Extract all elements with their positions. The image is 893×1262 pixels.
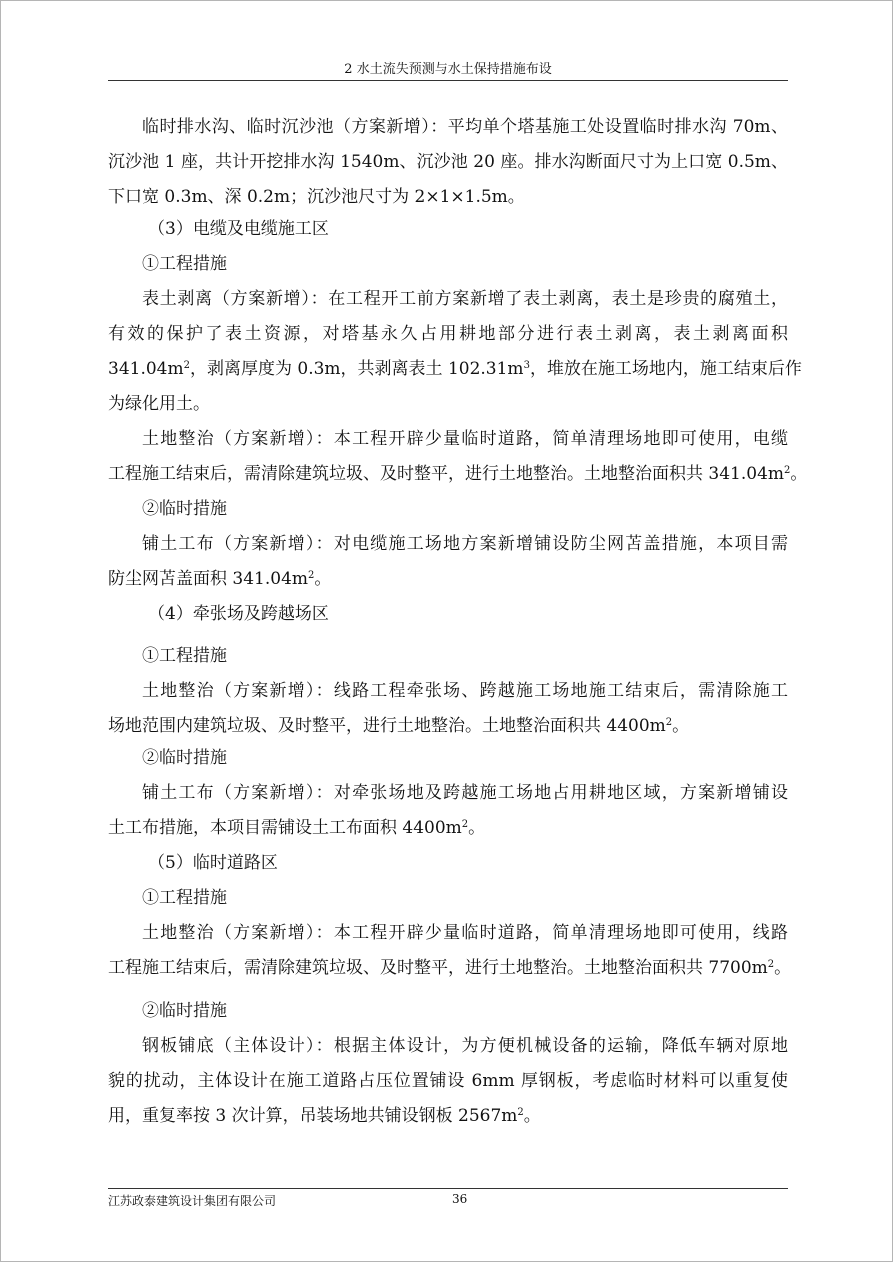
p7-sup: 2 bbox=[767, 959, 775, 970]
p8-text: 用，重复率按 3 次计算，吊装场地共铺设钢板 2567m bbox=[108, 1106, 518, 1126]
p1-line-2: 沉沙池 1 座，共计开挖排水沟 1540m、沉沙池 20 座。排水沟断面尺寸为上口宽 0.5m、 bbox=[108, 152, 788, 172]
subheading-4-engineering: ①工程措施 bbox=[142, 646, 227, 666]
p6-end: 。 bbox=[468, 818, 486, 838]
p5-end: 。 bbox=[672, 716, 690, 736]
p2-line-3 bbox=[108, 358, 802, 380]
subheading-3-temporary: ②临时措施 bbox=[142, 499, 227, 519]
p6-sup: 2 bbox=[461, 819, 469, 830]
p2-line-4: 为绿化用土。 bbox=[108, 394, 210, 414]
subheading-4-temporary: ②临时措施 bbox=[142, 748, 227, 768]
p2-value-area: 341.04m bbox=[108, 359, 184, 379]
p2-text-b: ，堆放在施工场地内，施工结束后作 bbox=[529, 359, 802, 379]
page-number: 36 bbox=[452, 1192, 468, 1206]
p8-sup: 2 bbox=[517, 1107, 524, 1118]
p2-line-1: 表土剥离（方案新增）：在工程开工前方案新增了表土剥离，表土是珍贵的腐殖土， bbox=[142, 289, 788, 309]
running-header: 2 水土流失预测与水土保持措施布设 bbox=[344, 62, 552, 77]
footer-company: 江苏政泰建筑设计集团有限公司 bbox=[108, 1194, 277, 1208]
p4-line-2 bbox=[108, 568, 788, 590]
p3-line-1: 土地整治（方案新增）：本工程开辟少量临时道路，简单清理场地即可使用，电缆 bbox=[142, 429, 788, 449]
p8-line-3 bbox=[108, 1105, 788, 1127]
p3-text: 工程施工结束后，需清除建筑垃圾、及时整平，进行土地整治。土地整治面积共 341.04m bbox=[108, 464, 785, 484]
p5-sup: 2 bbox=[665, 717, 673, 728]
p4-end: 。 bbox=[314, 569, 332, 589]
p4-sup: 2 bbox=[308, 570, 315, 581]
p2-sup-2: 2 bbox=[183, 360, 190, 371]
p1-line-1: 临时排水沟、临时沉沙池（方案新增）：平均单个塔基施工处设置临时排水沟 70m、 bbox=[142, 117, 788, 137]
section-heading-5: （5）临时道路区 bbox=[148, 853, 278, 873]
p7-end: 。 bbox=[774, 958, 792, 978]
p7-line-2 bbox=[108, 957, 792, 979]
p5-line-1: 土地整治（方案新增）：线路工程牵张场、跨越施工场地施工结束后，需清除施工 bbox=[142, 681, 788, 701]
section-heading-3: （3）电缆及电缆施工区 bbox=[148, 219, 329, 239]
p4-text: 防尘网苫盖面积 341.04m bbox=[108, 569, 309, 589]
header-rule bbox=[108, 80, 788, 81]
p7-line-1: 土地整治（方案新增）：本工程开辟少量临时道路，简单清理场地即可使用，线路 bbox=[142, 923, 788, 943]
p2-text-a: ，剥离厚度为 0.3m，共剥离表土 102.31m bbox=[189, 359, 524, 379]
subheading-3-engineering: ①工程措施 bbox=[142, 254, 227, 274]
subheading-5-engineering: ①工程措施 bbox=[142, 888, 227, 908]
p6-line-2 bbox=[108, 817, 788, 839]
p5-text: 场地范围内建筑垃圾、及时整平，进行土地整治。土地整治面积共 4400m bbox=[108, 716, 666, 736]
p2-line-2: 有效的保护了表土资源，对塔基永久占用耕地部分进行表土剥离，表土剥离面积 bbox=[108, 324, 788, 344]
section-heading-4: （4）牵张场及跨越场区 bbox=[148, 604, 329, 624]
p4-line-1: 铺土工布（方案新增）：对电缆施工场地方案新增铺设防尘网苫盖措施，本项目需 bbox=[142, 534, 788, 554]
p2-sup-3: 3 bbox=[523, 360, 530, 371]
p6-line-1: 铺土工布（方案新增）：对牵张场地及跨越施工场地占用耕地区域，方案新增铺设 bbox=[142, 783, 788, 803]
p7-text: 工程施工结束后，需清除建筑垃圾、及时整平，进行土地整治。土地整治面积共 7700m bbox=[108, 958, 768, 978]
subheading-5-temporary: ②临时措施 bbox=[142, 1001, 227, 1021]
p3-end: 。 bbox=[790, 464, 808, 484]
p8-end: 。 bbox=[523, 1106, 541, 1126]
footer-rule bbox=[108, 1188, 788, 1189]
p8-line-1: 钢板铺底（主体设计）：根据主体设计，为方便机械设备的运输，降低车辆对原地 bbox=[142, 1036, 788, 1056]
p6-text: 土工布措施，本项目需铺设土工布面积 4400m bbox=[108, 818, 462, 838]
p5-line-2 bbox=[108, 715, 788, 737]
p1-line-3: 下口宽 0.3m、深 0.2m；沉沙池尺寸为 2×1×1.5m。 bbox=[108, 187, 525, 207]
p8-line-2: 貌的扰动，主体设计在施工道路占压位置铺设 6mm 厚钢板，考虑临时材料可以重复使 bbox=[108, 1071, 788, 1091]
p3-line-2 bbox=[108, 463, 808, 485]
p3-sup: 2 bbox=[784, 465, 791, 476]
